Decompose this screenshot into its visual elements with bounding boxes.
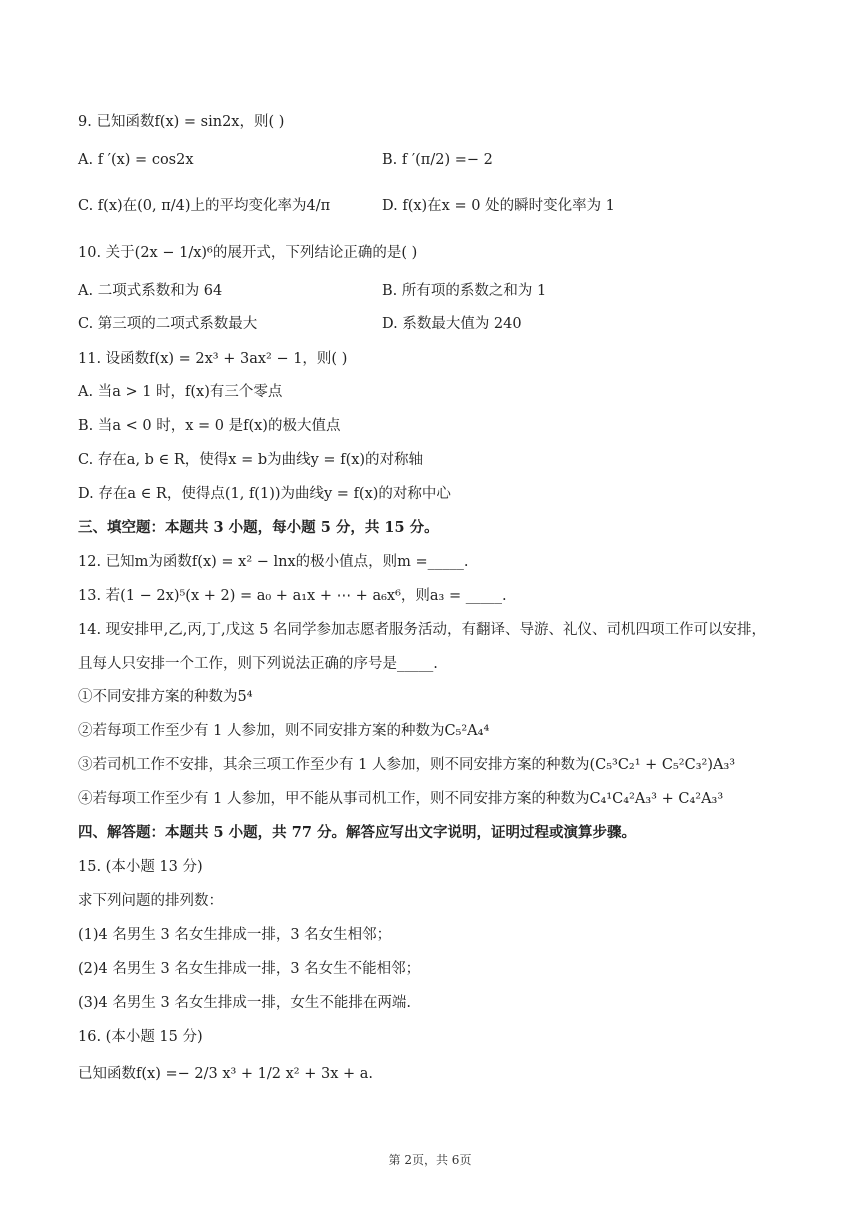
q9-option-c: C. f(x)在(0, π/4)上的平均变化率为4/π	[78, 198, 331, 214]
q9-option-a: A. f ′(x) = cos2x	[78, 152, 194, 168]
q10-option-a: A. 二项式系数和为 64	[78, 283, 223, 299]
q10-option-b: B. 所有项的系数之和为 1	[382, 283, 547, 299]
q11-option-b: B. 当a < 0 时，x = 0 是f(x)的极大值点	[78, 418, 341, 434]
section-answer-heading: 四、解答题：本题共 5 小题，共 77 分。解答应写出文字说明，证明过程或演算步骤。	[78, 824, 636, 841]
q16-function: 已知函数f(x) =− 2/3 x³ + 1/2 x² + 3x + a.	[78, 1066, 374, 1082]
q15-part-2: (2)4 名男生 3 名女生排成一排，3 名女生不能相邻；	[78, 961, 421, 977]
q9-option-b: B. f ′(π/2) =− 2	[382, 152, 493, 168]
q11-option-d: D. 存在a ∈ R，使得点(1, f(1))为曲线y = f(x)的对称中心	[78, 486, 451, 502]
section-fill-in-heading: 三、填空题：本题共 3 小题，每小题 5 分，共 15 分。	[78, 519, 439, 536]
q15-part-1: (1)4 名男生 3 名女生排成一排，3 名女生相邻；	[78, 927, 392, 943]
q14-statement-1: ①不同安排方案的种数为5⁴	[78, 689, 253, 705]
q12: 12. 已知m为函数f(x) = x² − lnx的极小值点，则m =_____.	[78, 554, 469, 570]
q14-stem-line1: 14. 现安排甲,乙,丙,丁,戊这 5 名同学参加志愿者服务活动，有翻译、导游、礼仪、司机四项工作可以安排，	[78, 622, 767, 638]
q14-statement-2: ②若每项工作至少有 1 人参加，则不同安排方案的种数为C₅²A₄⁴	[78, 723, 490, 739]
q16-header: 16. (本小题 15 分)	[78, 1029, 203, 1045]
q10-stem: 10. 关于(2x − 1/x)⁶的展开式，下列结论正确的是( )	[78, 245, 418, 261]
q13: 13. 若(1 − 2x)⁵(x + 2) = a₀ + a₁x + ⋯ + a₆x⁶，则a₃ = _____.	[78, 588, 507, 604]
q9-stem: 9. 已知函数f(x) = sin2x，则( )	[78, 114, 285, 130]
q14-statement-3: ③若司机工作不安排，其余三项工作至少有 1 人参加，则不同安排方案的种数为(C₅³C₂¹ + C₅²C₃²)A₃³	[78, 757, 736, 773]
q14-stem-line2: 且每人只安排一个工作，则下列说法正确的序号是_____.	[78, 656, 438, 672]
q10-option-d: D. 系数最大值为 240	[382, 316, 522, 332]
q14-statement-4: ④若每项工作至少有 1 人参加，甲不能从事司机工作，则不同安排方案的种数为C₄¹C₄²A₃³ + C₄²A₃³	[78, 791, 724, 807]
q11-option-c: C. 存在a, b ∈ R，使得x = b为曲线y = f(x)的对称轴	[78, 452, 424, 468]
q9-option-d: D. f(x)在x = 0 处的瞬时变化率为 1	[382, 198, 615, 214]
q15-part-3: (3)4 名男生 3 名女生排成一排，女生不能排在两端.	[78, 995, 411, 1011]
q15-header: 15. (本小题 13 分)	[78, 859, 203, 875]
q11-stem: 11. 设函数f(x) = 2x³ + 3ax² − 1，则( )	[78, 351, 348, 367]
q10-option-c: C. 第三项的二项式系数最大	[78, 316, 258, 332]
q11-option-a: A. 当a > 1 时，f(x)有三个零点	[78, 384, 283, 400]
q15-prompt: 求下列问题的排列数：	[78, 893, 223, 909]
page-footer: 第 2页，共 6页	[388, 1153, 472, 1167]
